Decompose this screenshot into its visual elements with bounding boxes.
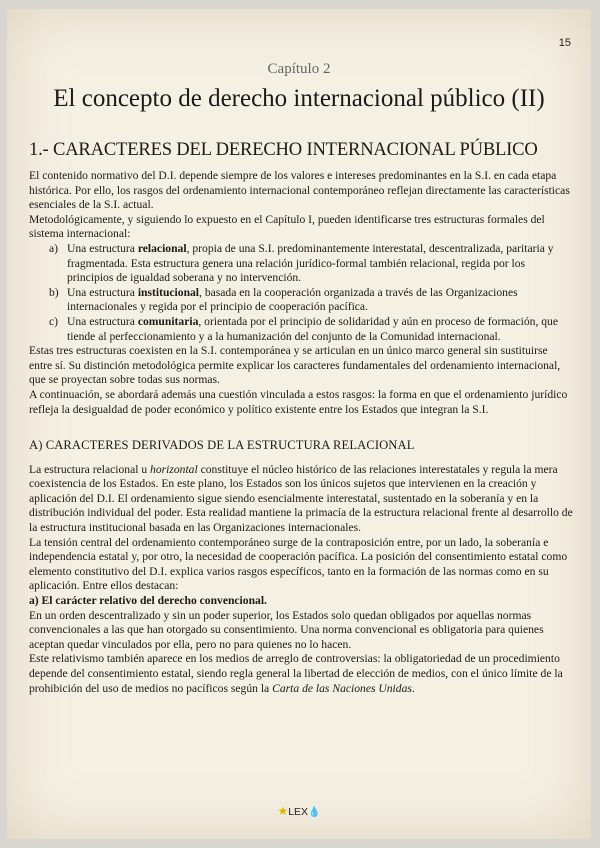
- bold-term: relacional: [137, 241, 187, 255]
- paragraph: En un orden descentralizado y sin un poder superior, los Estados solo quedan obligados por aquellas normas convencionales a las que han otorgado su consentimiento. Una norma convencional es obligatoria para quienes aceptan quedar vinculados por ella, pero no para quienes no lo hacen.: [29, 608, 544, 651]
- list-marker: c): [49, 314, 59, 328]
- paragraph: Metodológicamente, y siguiendo lo expuesto en el Capítulo I, pueden identificarse tres estructuras formales del sistema internacional:: [29, 212, 545, 241]
- item-heading: a) El carácter relativo del derecho convencional.: [29, 594, 267, 608]
- structures-list: [29, 242, 573, 344]
- paragraph: A continuación, se abordará además una cuestión vinculada a estos rasgos: la forma en que el ordenamiento jurídico refleja la desigualdad de poder económico y político existente entre los Estados que integran la S.I.: [29, 387, 568, 416]
- list-item: b) Una estructura institucional, basada en la cooperación organizada a través de las Organizaciones internacionales y regida por el principio de cooperación pacífica.: [49, 285, 518, 314]
- list-marker: b): [49, 285, 59, 299]
- document-page: [7, 9, 591, 839]
- page-number: 15: [558, 37, 571, 49]
- bold-term: comunitaria: [137, 314, 199, 328]
- paragraph: El contenido normativo del D.I. depende siempre de los valores e intereses predominantes en la S.I. en cada etapa histórica. Por ello, los rasgos del ordenamiento internacional contemporáneo reflejan directamente las características esenciales de la S.I. actual.: [29, 169, 570, 212]
- paragraph: La estructura relacional u horizontal constituye el núcleo histórico de las relaciones interestatales y regula la mera coexistencia de los Estados. En este plano, los Estados son los únicos sujetos que intervienen en la creación y aplicación del D.I. El ordenamiento sigue siendo esencialmente interestatal, sustentado en la soberanía y en la distribución individual del poder. Esta realidad mantiene la primacía de la estructura relacional frente al desarrollo de la estructura institucional basada en las Organizaciones internacionales.: [29, 462, 573, 535]
- page-content: [29, 139, 573, 696]
- bold-term: institucional: [137, 285, 200, 299]
- list-item: c) Una estructura comunitaria, orientada por el principio de solidaridad y aún en proceso de formación, que tiende al perfeccionamiento y a la humanización del conjunto de la Comunidad internacional.: [49, 314, 558, 343]
- footer-logo: [7, 804, 591, 818]
- paragraph: Este relativismo también aparece en los medios de arreglo de controversias: la obligatoriedad de un procedimiento depende del consentimiento estatal, siendo regla general la libertad de elección de medios, con el único límite de la prohibición del uso de medios no pacíficos según la Carta de las Naciones Unidas.: [29, 652, 563, 695]
- subsection-heading: A) CARACTERES DERIVADOS DE LA ESTRUCTURA RELACIONAL: [29, 438, 415, 453]
- list-marker: a): [49, 241, 59, 255]
- paragraph: La tensión central del ordenamiento contemporáneo surge de la contraposición entre, por un lado, la soberanía e independencia estatal y, por otro, la necesidad de cooperación pacífica. La posición del consentimiento estatal como elemento constitutivo del D.I. explica varios rasgos específicos, tanto en la formación de las normas como en su aplicación. Entre ellos destacan:: [29, 535, 568, 593]
- star-icon: ★: [277, 804, 289, 818]
- chapter-label: Capítulo 2: [267, 61, 331, 77]
- logo-text: LEX: [288, 806, 309, 818]
- chapter-title: El concepto de derecho internacional público (II): [53, 85, 545, 112]
- drop-icon: 💧: [308, 807, 321, 818]
- section-heading: 1.- CARACTERES DEL DERECHO INTERNACIONAL PÚBLICO: [29, 139, 538, 160]
- paragraph: Estas tres estructuras coexisten en la S.I. contemporánea y se articulan en un único marco general sin sustituirse entre sí. Su distinción metodológica permite explicar los caracteres fundamentales del ordenamiento internacional, que se proyectan sobre todas sus normas.: [29, 344, 561, 387]
- list-item: a) Una estructura relacional, propia de una S.I. predominantemente interestatal, descentralizada, paritaria y fragmentada. Esta estructura genera una relación jurídico-formal también relacional, regida por los principios de igualdad soberana y no intervención.: [49, 241, 554, 285]
